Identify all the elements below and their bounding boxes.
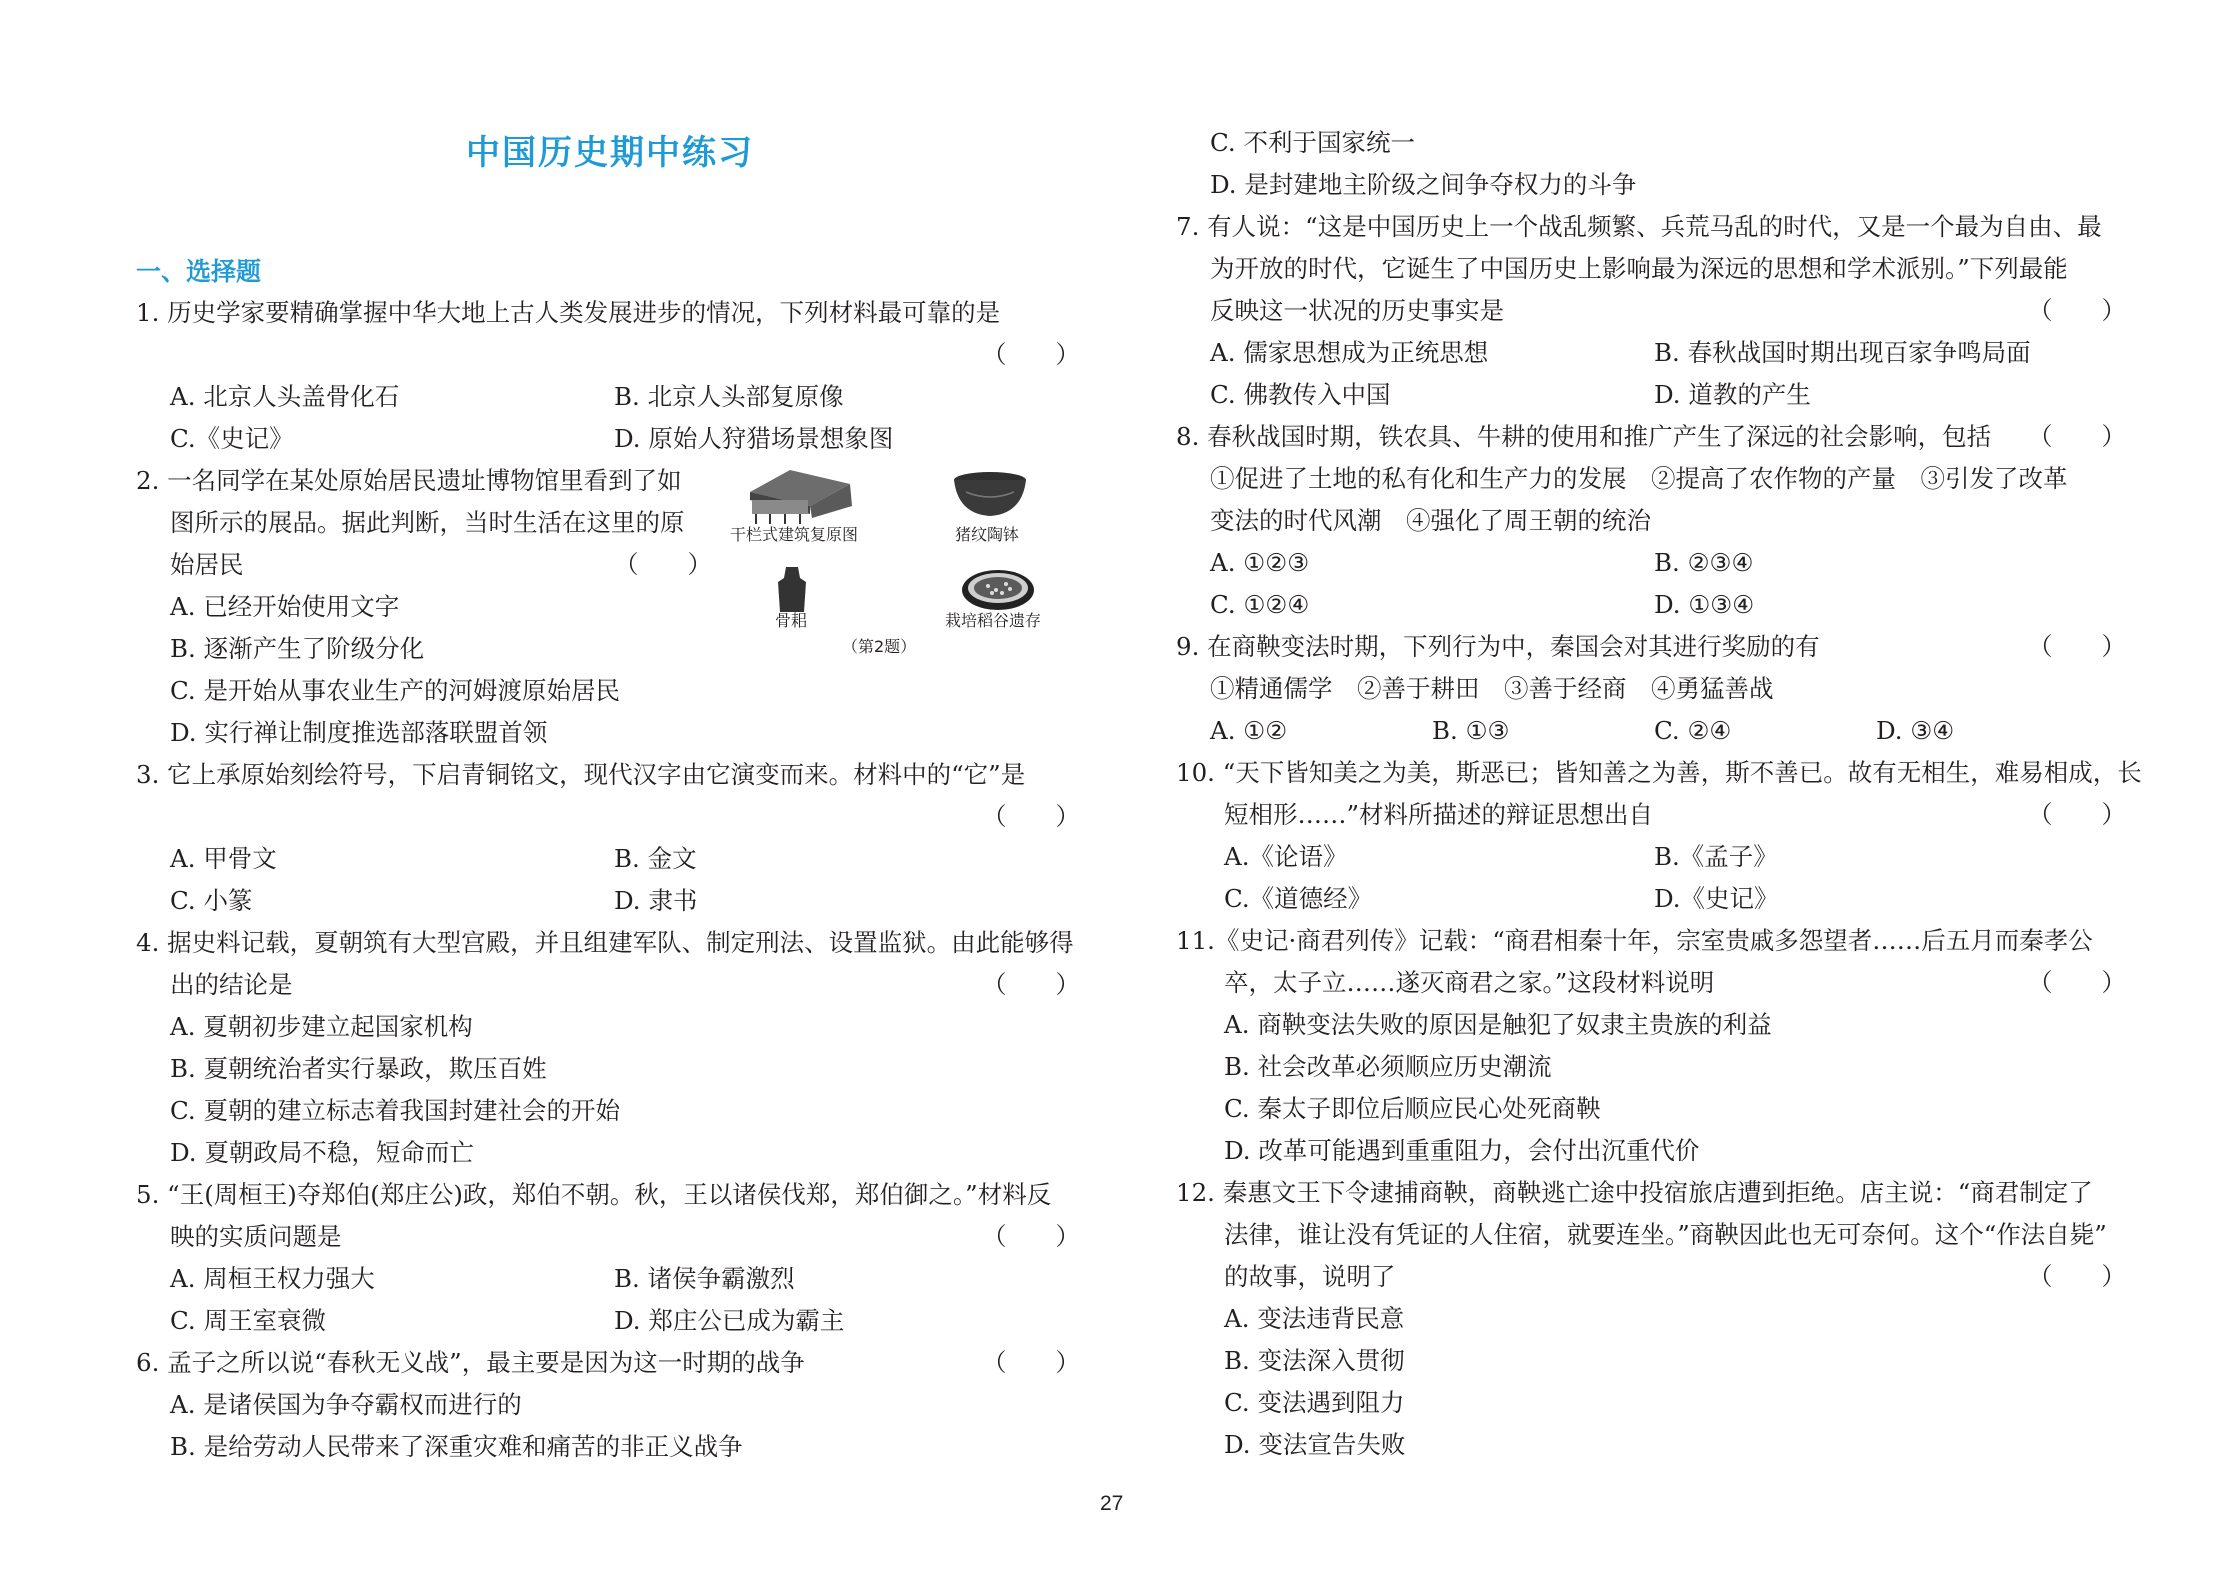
q12-option-a: A. 变法违背民意 — [1224, 1304, 1405, 1333]
q11-option-c: C. 秦太子即位后顺应民心处死商鞅 — [1224, 1094, 1601, 1123]
q8-answer-blank: （ ） — [2028, 422, 2126, 451]
q1-option-a: A. 北京人头盖骨化石 — [170, 382, 400, 411]
stilt-house-image — [750, 470, 852, 524]
q9-option-a: A. ①② — [1210, 716, 1288, 745]
q12-answer-blank: （ ） — [2028, 1262, 2126, 1291]
q8-stem-3: 变法的时代风潮 ④强化了周王朝的统治 — [1210, 506, 1651, 535]
q5-option-d: D. 郑庄公已成为霸主 — [614, 1306, 845, 1335]
q2-stem-1: 2. 一名同学在某处原始居民遗址博物馆里看到了如 — [136, 466, 682, 495]
q4-option-a: A. 夏朝初步建立起国家机构 — [170, 1012, 473, 1041]
pottery-bowl-image — [954, 472, 1026, 516]
q5-stem-2: 映的实质问题是 — [170, 1222, 342, 1251]
exhibit-illustrations — [730, 462, 1070, 662]
q11-stem-1: 11.《史记·商君列传》记载：“商君相秦十年，宗室贵戚多怨望者……后五月而秦孝公 — [1176, 926, 2093, 955]
q6-stem: 6. 孟子之所以说“春秋无义战”，最主要是因为这一时期的战争 — [136, 1348, 805, 1377]
q8-stem-2: ①促进了土地的私有化和生产力的发展 ②提高了农作物的产量 ③引发了改革 — [1210, 464, 2068, 493]
q2-option-c: C. 是开始从事农业生产的河姆渡原始居民 — [170, 676, 620, 705]
q1-option-d: D. 原始人狩猎场景想象图 — [614, 424, 894, 453]
q1-option-b: B. 北京人头部复原像 — [614, 382, 844, 411]
page-number: 27 — [1100, 1492, 1124, 1515]
q7-option-c: C. 佛教传入中国 — [1210, 380, 1391, 409]
q2-option-d: D. 实行禅让制度推选部落联盟首领 — [170, 718, 548, 747]
rice-remains-image — [962, 570, 1034, 610]
q7-option-d: D. 道教的产生 — [1654, 380, 1811, 409]
q2-stem-2: 图所示的展品。据此判断，当时生活在这里的原 — [170, 508, 685, 537]
q1-stem: 1. 历史学家要精确掌握中华大地上古人类发展进步的情况，下列材料最可靠的是 — [136, 298, 1001, 327]
q2-option-b: B. 逐渐产生了阶级分化 — [170, 634, 425, 663]
q9-stem-1: 9. 在商鞅变法时期，下列行为中，秦国会对其进行奖励的有 — [1176, 632, 1820, 661]
q12-stem-2: 法律，谁让没有凭证的人住宿，就要连坐。”商鞅因此也无可奈何。这个“作法自毙” — [1224, 1220, 2107, 1249]
q4-stem-1: 4. 据史料记载，夏朝筑有大型宫殿，并且组建军队、制定刑法、设置监狱。由此能够得 — [136, 928, 1074, 957]
q8-option-c: C. ①②④ — [1210, 590, 1310, 619]
q4-option-b: B. 夏朝统治者实行暴政，欺压百姓 — [170, 1054, 547, 1083]
q7-stem-1: 7. 有人说：“这是中国历史上一个战乱频繁、兵荒马乱的时代，又是一个最为自由、最 — [1176, 212, 2102, 241]
q5-stem-1: 5. “王(周桓王)夺郑伯(郑庄公)政，郑伯不朝。秋，王以诸侯伐郑，郑伯御之。”材料反 — [136, 1180, 1052, 1209]
q1-answer-blank: （ ） — [982, 340, 1080, 369]
q3-option-a: A. 甲骨文 — [170, 844, 277, 873]
q12-stem-3: 的故事，说明了 — [1224, 1262, 1396, 1291]
q8-option-a: A. ①②③ — [1210, 548, 1310, 577]
q6-option-d: D. 是封建地主阶级之间争夺权力的斗争 — [1210, 170, 1637, 199]
q9-answer-blank: （ ） — [2028, 632, 2126, 661]
q2-stem-3: 始居民 — [170, 550, 244, 579]
q3-stem: 3. 它上承原始刻绘符号，下启青铜铭文，现代汉字由它演变而来。材料中的“它”是 — [136, 760, 1026, 789]
q4-stem-2: 出的结论是 — [170, 970, 293, 999]
caption-bone-spade: 骨耜 — [775, 611, 808, 630]
caption-pottery-bowl: 猪纹陶钵 — [955, 525, 1020, 544]
q9-option-d: D. ③④ — [1876, 716, 1955, 745]
q10-answer-blank: （ ） — [2028, 800, 2126, 829]
q10-option-c: C.《道德经》 — [1224, 884, 1373, 913]
caption-stilt-house: 干栏式建筑复原图 — [730, 525, 859, 544]
q9-option-c: C. ②④ — [1654, 716, 1732, 745]
q6-option-a: A. 是诸侯国为争夺霸权而进行的 — [170, 1390, 522, 1419]
q5-option-b: B. 诸侯争霸激烈 — [614, 1264, 795, 1293]
q9-option-b: B. ①③ — [1432, 716, 1510, 745]
q3-option-c: C. 小篆 — [170, 886, 253, 915]
bone-spade-image — [778, 567, 806, 612]
q12-option-d: D. 变法宣告失败 — [1224, 1430, 1406, 1459]
q7-answer-blank: （ ） — [2028, 296, 2126, 325]
q6-answer-blank: （ ） — [982, 1348, 1080, 1377]
q7-option-a: A. 儒家思想成为正统思想 — [1210, 338, 1489, 367]
page-title: 中国历史期中练习 — [466, 133, 754, 173]
q3-option-b: B. 金文 — [614, 844, 697, 873]
q11-answer-blank: （ ） — [2028, 968, 2126, 997]
q4-answer-blank: （ ） — [982, 970, 1080, 999]
q4-option-d: D. 夏朝政局不稳，短命而亡 — [170, 1138, 474, 1167]
q10-stem-2: 短相形……”材料所描述的辩证思想出自 — [1224, 800, 1654, 829]
figure-label: （第2题） — [842, 637, 917, 656]
q2-option-a: A. 已经开始使用文字 — [170, 592, 400, 621]
q10-option-a: A.《论语》 — [1224, 842, 1348, 871]
q2-answer-blank: （ ） — [614, 550, 712, 579]
q1-option-c: C.《史记》 — [170, 424, 294, 453]
q10-option-b: B.《孟子》 — [1654, 842, 1778, 871]
q11-option-a: A. 商鞅变法失败的原因是触犯了奴隶主贵族的利益 — [1224, 1010, 1772, 1039]
q4-option-c: C. 夏朝的建立标志着我国封建社会的开始 — [170, 1096, 620, 1125]
q11-option-b: B. 社会改革必须顺应历史潮流 — [1224, 1052, 1552, 1081]
q2-figure — [730, 462, 1070, 662]
q12-option-b: B. 变法深入贯彻 — [1224, 1346, 1405, 1375]
q7-stem-3: 反映这一状况的历史事实是 — [1210, 296, 1504, 325]
caption-rice-remains: 栽培稻谷遗存 — [945, 611, 1042, 630]
q11-stem-2: 卒，太子立……遂灭商君之家。”这段材料说明 — [1224, 968, 1715, 997]
q9-stem-2: ①精通儒学 ②善于耕田 ③善于经商 ④勇猛善战 — [1210, 674, 1774, 703]
q3-option-d: D. 隶书 — [614, 886, 698, 915]
q5-option-a: A. 周桓王权力强大 — [170, 1264, 375, 1293]
section-heading: 一、选择题 — [136, 257, 262, 286]
q11-option-d: D. 改革可能遇到重重阻力，会付出沉重代价 — [1224, 1136, 1700, 1165]
q10-option-d: D.《史记》 — [1654, 884, 1779, 913]
q5-option-c: C. 周王室衰微 — [170, 1306, 326, 1335]
q8-stem-1: 8. 春秋战国时期，铁农具、牛耕的使用和推广产生了深远的社会影响，包括 — [1176, 422, 1992, 451]
q12-option-c: C. 变法遇到阻力 — [1224, 1388, 1405, 1417]
q7-option-b: B. 春秋战国时期出现百家争鸣局面 — [1654, 338, 2031, 367]
q3-answer-blank: （ ） — [982, 802, 1080, 831]
q5-answer-blank: （ ） — [982, 1222, 1080, 1251]
q8-option-b: B. ②③④ — [1654, 548, 1754, 577]
q7-stem-2: 为开放的时代，它诞生了中国历史上影响最为深远的思想和学术派别。”下列最能 — [1210, 254, 2068, 283]
q8-option-d: D. ①③④ — [1654, 590, 1755, 619]
q6-option-b: B. 是给劳动人民带来了深重灾难和痛苦的非正义战争 — [170, 1432, 743, 1461]
q12-stem-1: 12. 秦惠文王下令逮捕商鞅，商鞅逃亡途中投宿旅店遭到拒绝。店主说：“商君制定了 — [1176, 1178, 2093, 1207]
q6-option-c: C. 不利于国家统一 — [1210, 128, 1415, 157]
q10-stem-1: 10. “天下皆知美之为美，斯恶已；皆知善之为善，斯不善已。故有无相生，难易相成，长 — [1176, 758, 2142, 787]
